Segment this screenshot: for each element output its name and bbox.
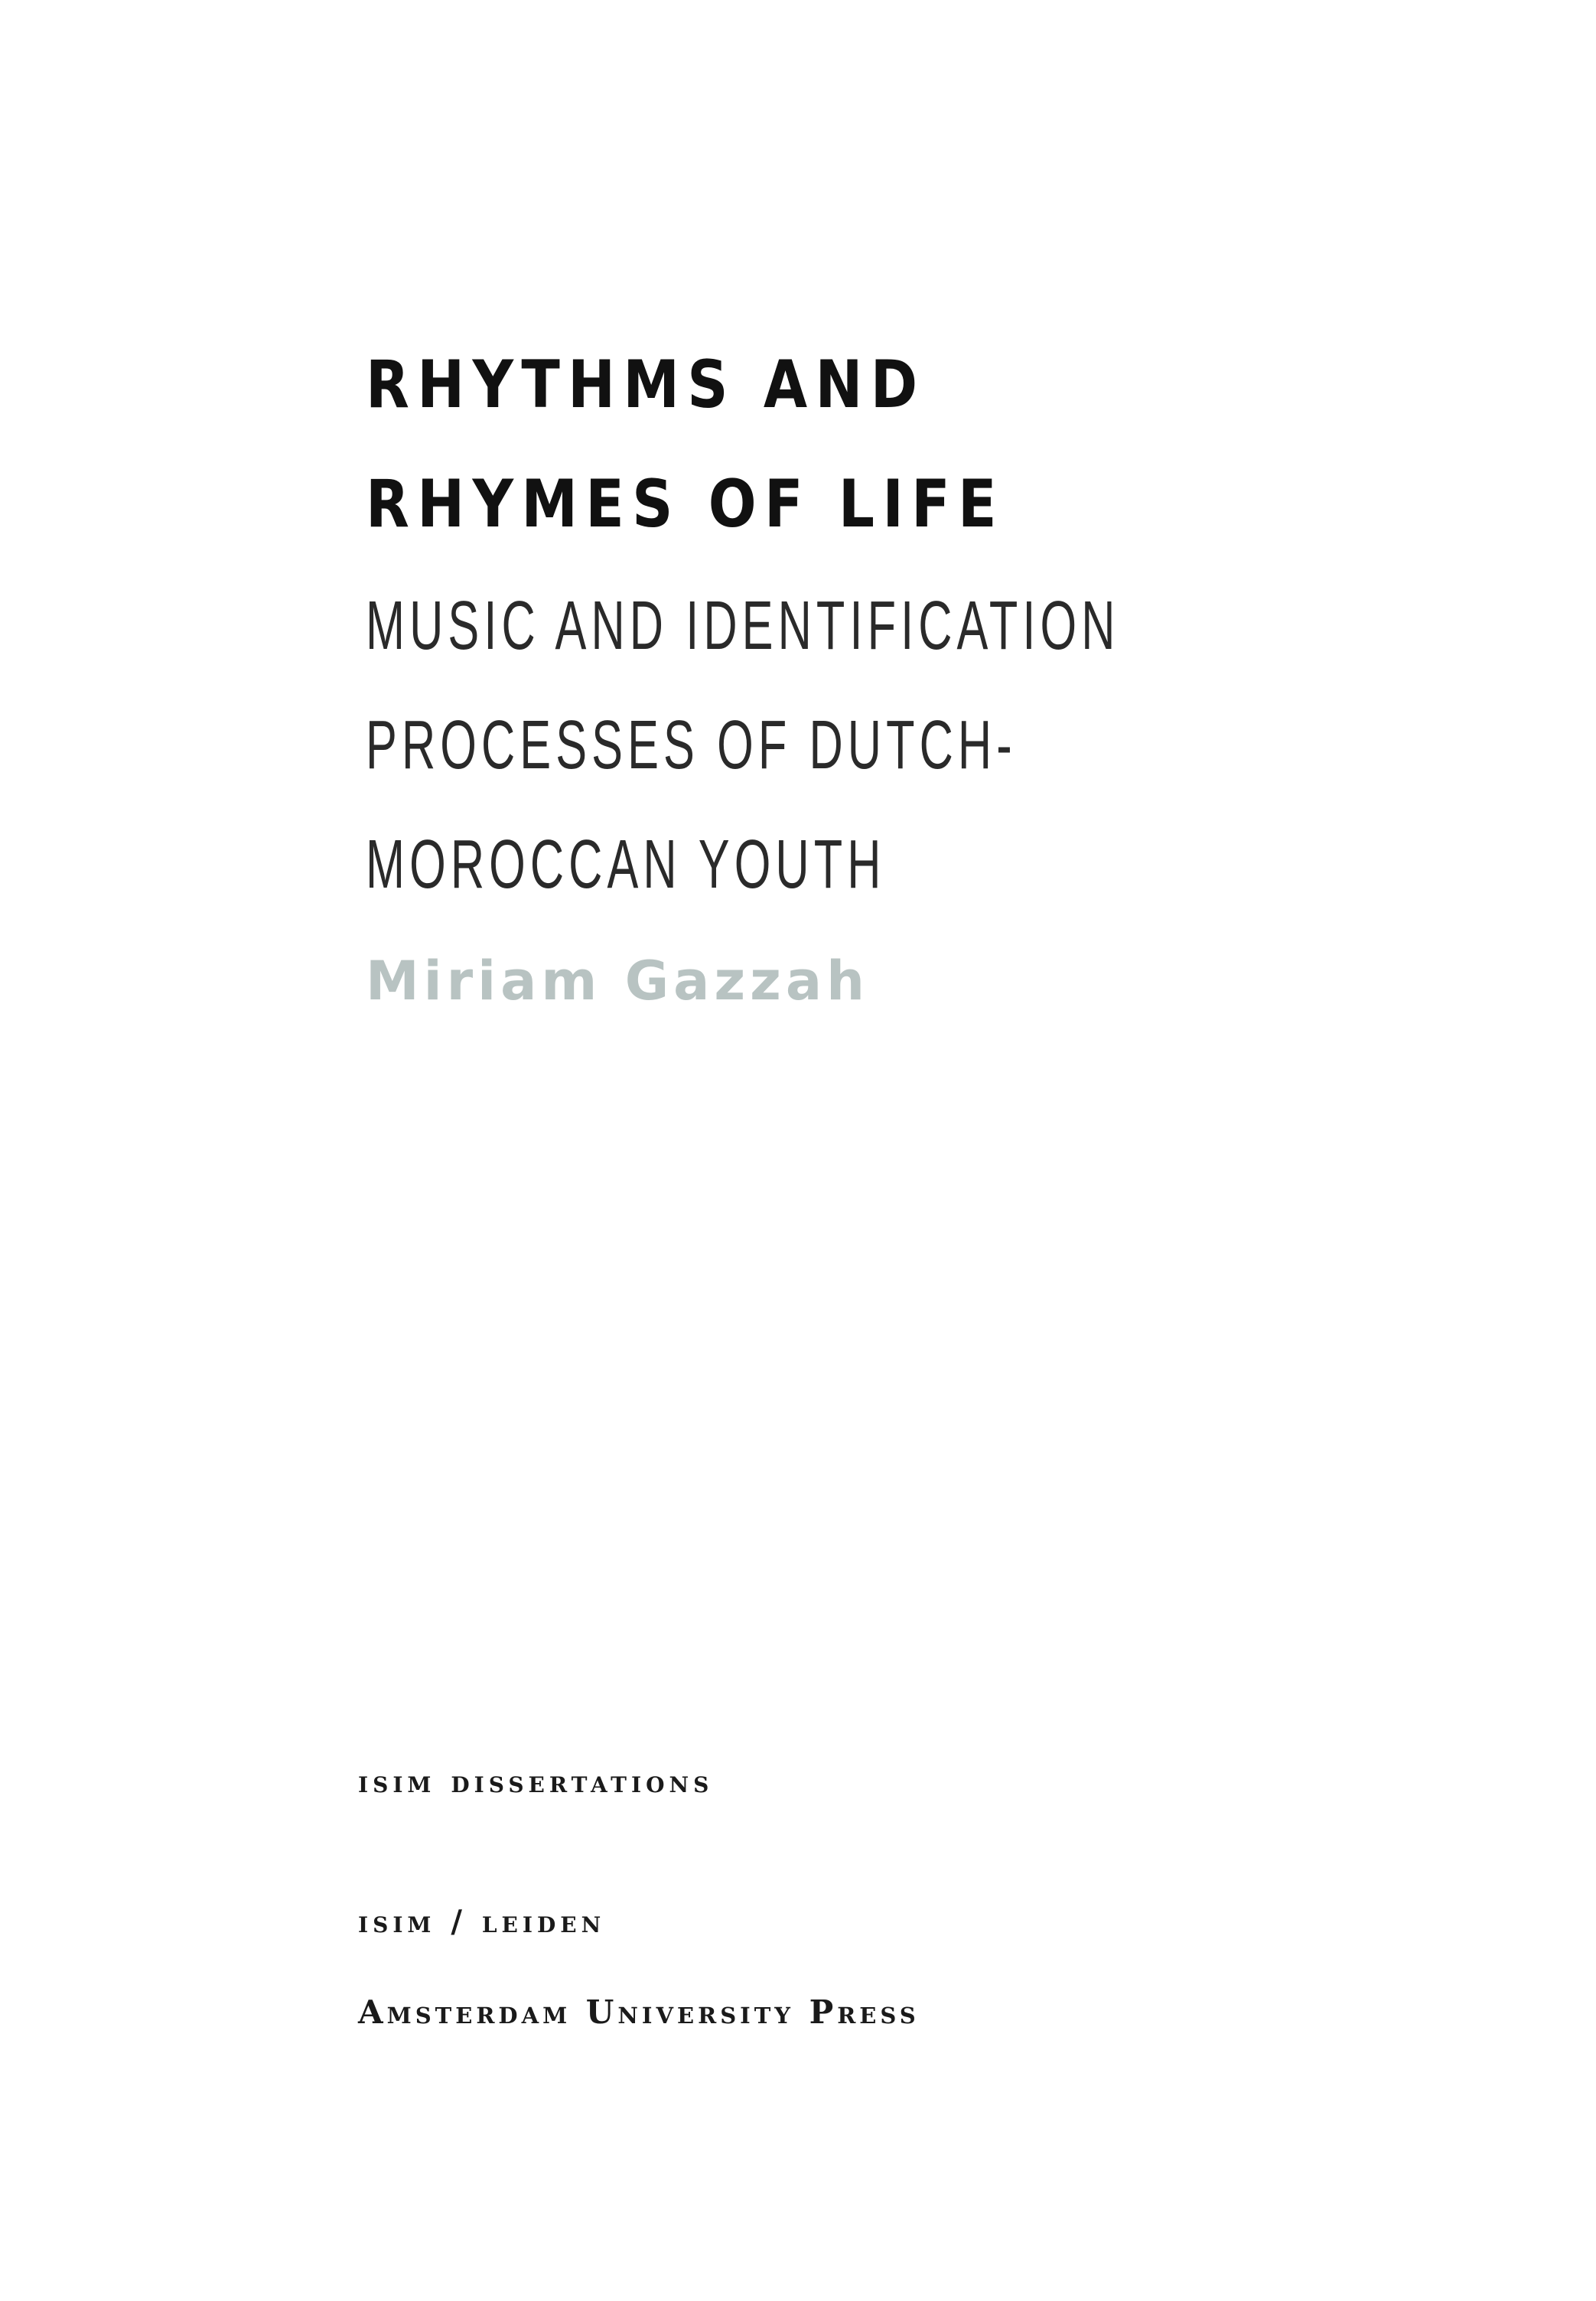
book-title-line-1: RHYTHMS AND	[366, 347, 926, 423]
book-title	[366, 325, 1475, 564]
book-subtitle-line-1: MUSIC AND IDENTIFICATION	[366, 588, 1120, 664]
publisher-place: isim / leiden	[358, 1904, 606, 1940]
book-subtitle	[366, 566, 1475, 924]
book-title-line-2: RHYMES OF LIFE	[366, 466, 1005, 543]
book-subtitle-line-2: PROCESSES OF DUTCH-	[366, 707, 1017, 784]
book-subtitle-line-3: MOROCCAN YOUTH	[366, 826, 886, 903]
publisher-name: Amsterdam University Press	[358, 1993, 920, 2031]
series-name: isim dissertations	[358, 1764, 714, 1800]
author-name: Miriam Gazzah	[366, 950, 869, 1012]
